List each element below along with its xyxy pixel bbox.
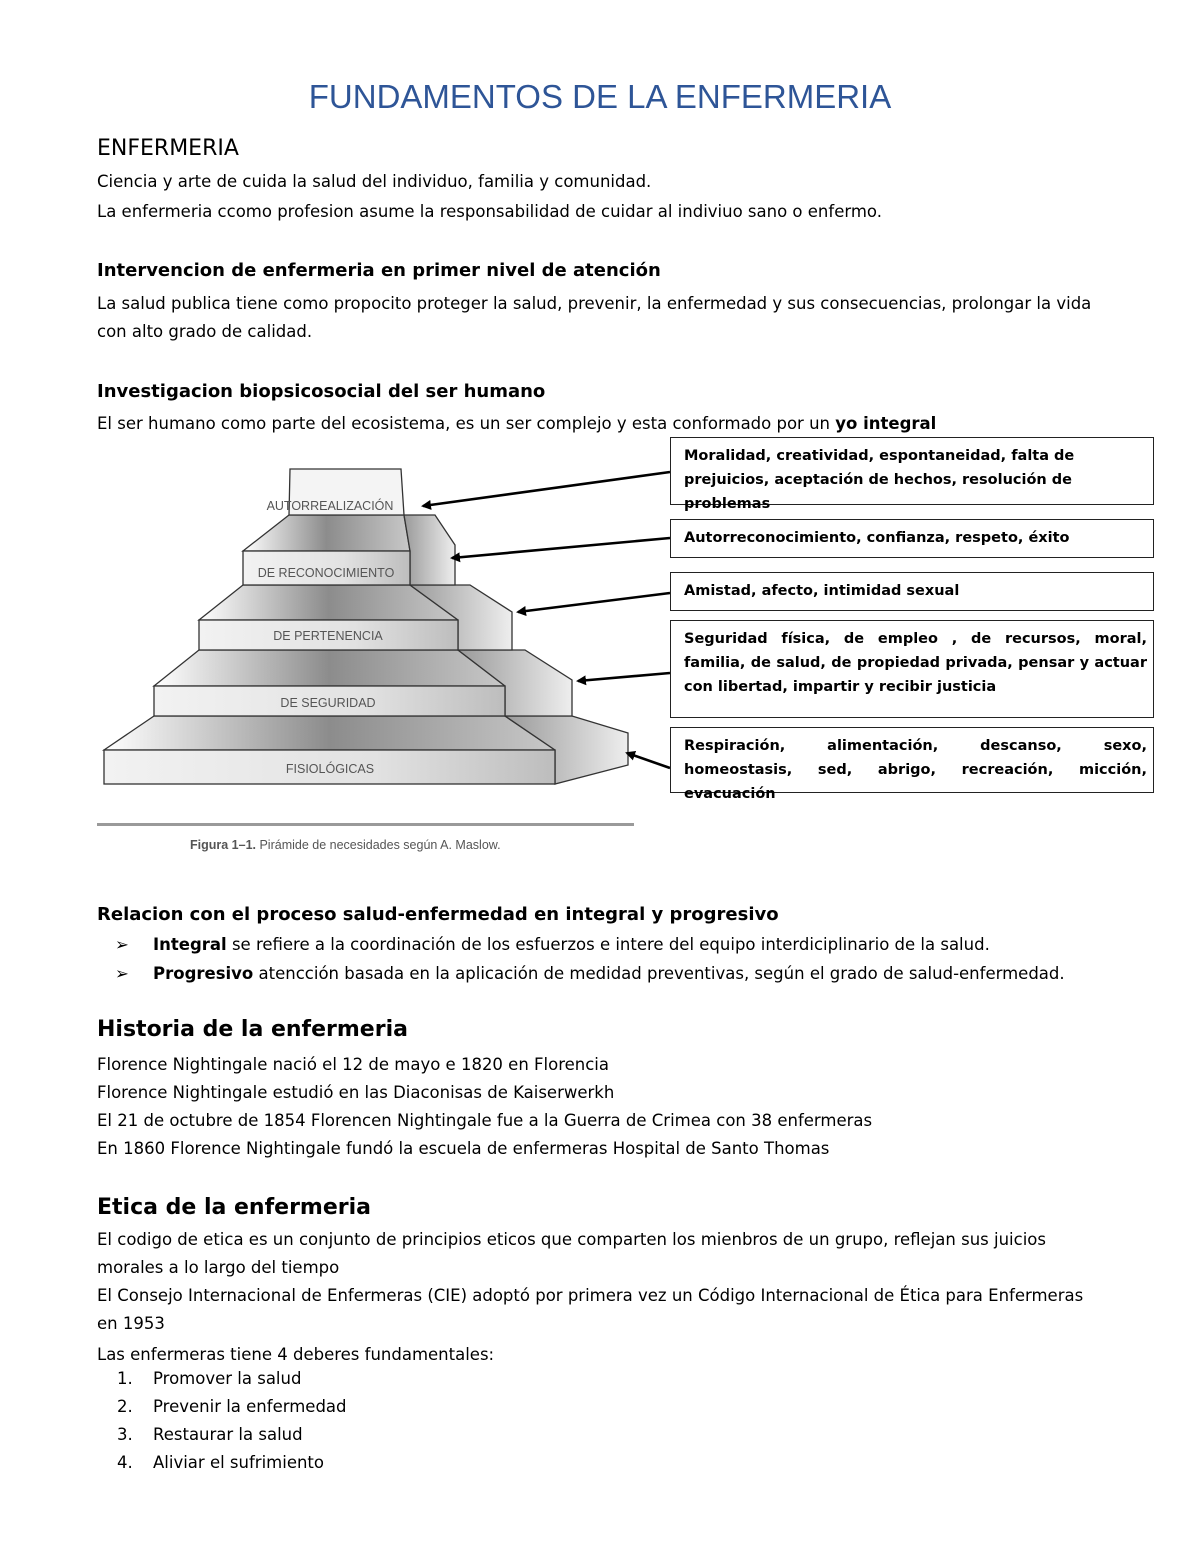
list-number: 1. (117, 1369, 133, 1388)
list-text: Restaurar la salud (153, 1425, 303, 1444)
maslow-pyramid-figure (0, 430, 680, 860)
paragraph-line: El Consejo Internacional de Enfermeras (CIE) adoptó por primera vez un Código Internacional de Ética para Enfermeras (97, 1286, 1084, 1305)
list-item (117, 1369, 301, 1388)
list-text: Aliviar el sufrimiento (153, 1453, 324, 1472)
intro-bold-text: yo integral (835, 414, 937, 433)
list-item (117, 1425, 303, 1444)
bullet-text: atencción basada en la aplicación de medidad preventivas, según el grado de salud-enfermedad. (253, 964, 1065, 983)
bullet-arrow-icon: ➢ (115, 935, 129, 954)
tier-side-surface (404, 515, 455, 585)
paragraph-line: Las enfermeras tiene 4 deberes fundamentales: (97, 1345, 495, 1364)
pyramid-level-label: DE PERTENENCIA (273, 629, 383, 643)
pyramid-level-label: DE RECONOCIMIENTO (257, 566, 395, 580)
heading-relacion: Relacion con el proceso salud-enfermedad en integral y progresivo (97, 904, 779, 925)
tier-top-surface (243, 515, 410, 551)
list-number: 2. (117, 1397, 133, 1416)
need-box-seguridad: Seguridad física, de empleo , de recursos, moral, familia, de salud, de propiedad privada, pensar y actuar con libertad, impartir y recibir justicia (670, 620, 1154, 718)
paragraph-line: Florence Nightingale nació el 12 de mayo e 1820 en Florencia (97, 1055, 609, 1074)
paragraph-line: La enfermeria ccomo profesion asume la responsabilidad de cuidar al indiviuo sano o enfermo. (97, 202, 882, 221)
heading-historia: Historia de la enfermeria (97, 1017, 408, 1042)
list-item (117, 1453, 324, 1472)
list-item (117, 1397, 347, 1416)
paragraph-line: En 1860 Florence Nightingale fundó la escuela de enfermeras Hospital de Santo Thomas (97, 1139, 830, 1158)
bullet-term: Progresivo (153, 964, 254, 983)
paragraph-line: Ciencia y arte de cuida la salud del individuo, familia y comunidad. (97, 172, 652, 191)
caption-bold: Figura 1–1. (190, 838, 256, 852)
document-title: FUNDAMENTOS DE LA ENFERMERIA (308, 78, 892, 115)
intro-text: El ser humano como parte del ecosistema, es un ser complejo y esta conformado por un (97, 414, 836, 433)
pyramid-level-label: FISIOLÓGICAS (285, 762, 375, 776)
paragraph-line: El codigo de etica es un conjunto de principios eticos que comparten los mienbros de un grupo, reflejan sus juicios (97, 1230, 1046, 1249)
pyramid-level-label: AUTORREALIZACIÓN (266, 499, 394, 513)
pyramid-level-label: DE SEGURIDAD (280, 696, 376, 710)
list-item (115, 935, 990, 954)
tier-top-surface (104, 716, 555, 750)
heading-enfermeria: ENFERMERIA (97, 136, 239, 161)
list-number: 4. (117, 1453, 133, 1472)
list-number: 3. (117, 1425, 133, 1444)
tier-top-surface (154, 650, 505, 686)
list-text: Prevenir la enfermedad (153, 1397, 347, 1416)
need-box-pertenencia: Amistad, afecto, intimidad sexual (670, 572, 1154, 611)
list-text: Promover la salud (153, 1369, 302, 1388)
paragraph-line: en 1953 (97, 1314, 165, 1333)
caption-rest: Pirámide de necesidades según A. Maslow. (256, 838, 501, 852)
paragraph-line: morales a lo largo del tiempo (97, 1258, 340, 1277)
heading-etica: Etica de la enfermeria (97, 1195, 372, 1220)
bullet-arrow-icon: ➢ (115, 964, 129, 983)
need-box-reconocimiento: Autorreconocimiento, confianza, respeto, éxito (670, 519, 1154, 558)
heading-intervencion: Intervencion de enfermeria en primer nivel de atención (97, 260, 661, 281)
need-box-autorrealizacion: Moralidad, creatividad, espontaneidad, falta de prejuicios, aceptación de hechos, resolución de problemas (670, 437, 1154, 505)
need-box-fisiologicas: Respiración, alimentación, descanso, sexo, homeostasis, sed, abrigo, recreación, micción, evacuación (670, 727, 1154, 793)
bullet-text: se refiere a la coordinación de los esfuerzos e intere del equipo interdiciplinario de la salud. (226, 935, 990, 954)
paragraph-line: La salud publica tiene como propocito proteger la salud, prevenir, la enfermedad y sus consecuencias, prolongar la vida (97, 294, 1092, 313)
heading-investigacion: Investigacion biopsicosocial del ser humano (97, 381, 546, 402)
caption-rule (97, 823, 634, 826)
paragraph-line: El 21 de octubre de 1854 Florencen Nightingale fue a la Guerra de Crimea con 38 enfermeras (97, 1111, 873, 1130)
list-item (115, 964, 1065, 983)
bullet-term: Integral (153, 935, 227, 954)
paragraph-line: Florence Nightingale estudió en las Diaconisas de Kaiserwerkh (97, 1083, 615, 1102)
figure-caption (190, 838, 501, 852)
paragraph-line: con alto grado de calidad. (97, 322, 313, 341)
